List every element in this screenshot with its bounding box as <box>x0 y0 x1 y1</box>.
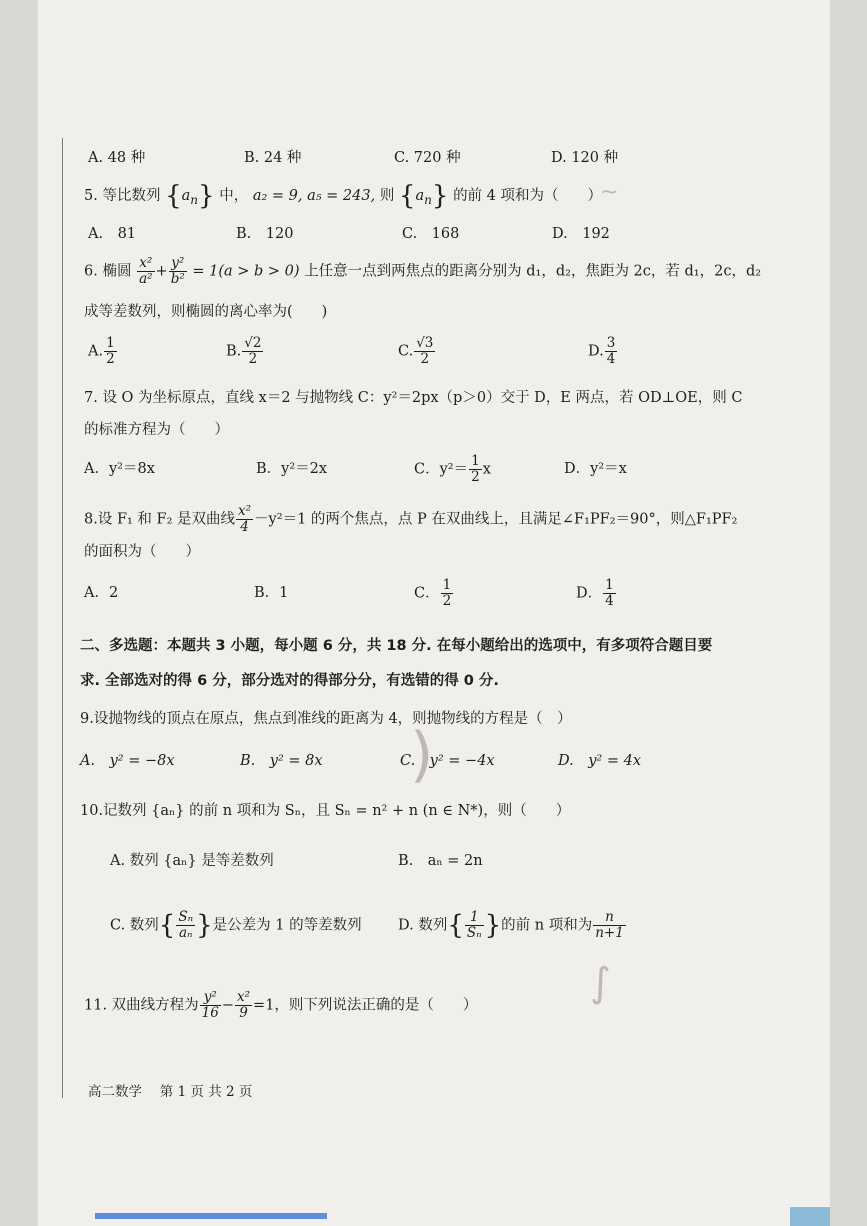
q6-stem-line1: 6. 椭圆 $\frac{\text{x²}}{\text{a²}}$ + $\frac{\text{y²}}{\text{b²}}$ = 1(a > b > 0) 上任意一点到两焦点的距离分别为 d₁，d₂，焦距为 2c，若 d₁，2c，d₂ <box>84 255 762 287</box>
q10-option-c-pre: C. 数列 <box>110 917 159 934</box>
q7-option-c[interactable] <box>414 454 491 485</box>
q10-option-d-den: Sₙ <box>466 925 482 941</box>
q5-tail: 的前 4 项和为（ ） <box>453 188 603 204</box>
q5-option-c[interactable]: C. 168 <box>402 226 460 242</box>
q11-frac-x <box>235 990 252 1021</box>
q6-text1: 上任意一点到两焦点的距离分别为 d₁，d₂，焦距为 2c，若 d₁，2c，d₂ <box>304 263 762 280</box>
q7-stem-line1: 7. 设 O 为坐标原点，直线 x＝2 与抛物线 C：y²＝2px（p＞0）交于 D，E 两点，若 OD⊥OE，则 C <box>84 390 743 406</box>
q10-option-c-post: 是公差为 1 的等差数列 <box>212 917 362 934</box>
q8-post: －y²＝1 的两个焦点，点 P 在双曲线上，且满足∠F₁PF₂＝90°，则△F₁PF₂ <box>254 511 738 528</box>
q6-option-a-den: 2 <box>106 351 115 367</box>
scan-edge-strip <box>95 1213 327 1219</box>
q8-option-c[interactable] <box>414 578 454 609</box>
q10-option-d[interactable]: D. 数列{ $\frac{1}{\text{Sₙ}}$ }的前 n 项和为 $\frac{n}{n+1}$ <box>398 909 624 941</box>
q7-option-c-post: x <box>482 461 491 478</box>
q10-option-d-num: 1 <box>465 910 484 926</box>
q8-option-d-pre: D． <box>576 585 603 602</box>
q5-seq: $\{a_n\}$ <box>165 181 215 211</box>
q10-option-d-result-den: n+1 <box>595 925 624 941</box>
q9-option-d[interactable]: D. y² = 4x <box>558 753 641 769</box>
q5-option-d[interactable]: D. 192 <box>552 226 610 242</box>
q6-option-c-letter: C. <box>398 343 414 360</box>
q9-option-b[interactable]: B. y² = 8x <box>240 753 323 769</box>
q6-option-a-frac <box>104 336 117 367</box>
pencil-mark: ) <box>410 720 434 790</box>
q5-condition: a₂ = 9, a₅ = 243, <box>252 188 376 204</box>
q8-option-c-num: 1 <box>442 577 452 593</box>
q11-frac-y-num: y² <box>200 990 221 1006</box>
q8-option-d-num: 1 <box>605 577 614 593</box>
q6-option-d[interactable] <box>588 336 618 367</box>
q7-option-c-den: 2 <box>471 469 480 485</box>
q6-option-a-letter: A. <box>88 343 104 360</box>
q7-option-c-pre: C．y²＝ <box>414 461 469 478</box>
q8-stem-line1 <box>84 504 737 535</box>
q8-stem-line2: 的面积为（ ） <box>84 544 200 560</box>
q10-option-d-result <box>593 910 626 941</box>
section2-heading-line1: 二、多选题：本题共 3 小题，每小题 6 分，共 18 分. 在每小题给出的选项中，有多项符合题目要 <box>80 638 713 654</box>
q11-frac-y-den: 16 <box>201 1005 219 1021</box>
page-footer: 高二数学 第 1 页 共 2 页 <box>88 1084 253 1100</box>
pencil-mark: ~ <box>600 180 619 205</box>
q10-option-c[interactable]: C. 数列{ $\frac{\text{Sₙ}}{\text{aₙ}}$ }是公差为 1 的等差数列 <box>110 909 362 941</box>
q7-option-b[interactable]: B．y²＝2x <box>256 461 328 477</box>
q5-mid2: 则 <box>379 188 395 204</box>
q5-option-b[interactable]: B. 120 <box>236 226 294 242</box>
q9-option-a[interactable]: A. y² = −8x <box>80 753 175 769</box>
q8-option-a[interactable]: A．2 <box>84 585 119 601</box>
q6-frac-y: $\frac{\text{y²}}{\text{b²}}$ <box>170 255 185 287</box>
q5-seq2: $\{a_n\}$ <box>398 181 449 211</box>
q11-pre: 11. 双曲线方程为 <box>84 997 199 1014</box>
q6-condition: = 1(a > b > 0) <box>192 263 300 280</box>
q10-option-c-den: aₙ <box>178 925 193 941</box>
scan-corner-strip <box>790 1207 830 1226</box>
q6-option-b-den: 2 <box>248 351 258 367</box>
q4-option-b[interactable]: B. 24 种 <box>244 150 302 166</box>
q8-option-d-frac <box>603 578 616 609</box>
q8-frac-num: x² <box>238 503 252 519</box>
q8-option-d[interactable] <box>576 578 617 609</box>
q6-option-d-num: 3 <box>606 335 616 351</box>
q11-frac-x-num: x² <box>237 989 251 1005</box>
q4-option-c[interactable]: C. 720 种 <box>394 150 461 166</box>
q7-option-c-num: 1 <box>471 453 480 469</box>
q9-stem: 9.设抛物线的顶点在原点，焦点到准线的距离为 4，则抛物线的方程是（ ） <box>80 711 572 727</box>
q7-option-c-frac <box>469 454 482 485</box>
q6-stem-line2: 成等差数列，则椭圆的离心率为( ) <box>84 304 328 320</box>
q10-option-d-result-num: n <box>593 910 626 926</box>
q10-stem: 10.记数列 {aₙ} 的前 n 项和为 Sₙ，且 Sₙ = n² + n (n ∈ N*)，则（ ） <box>80 803 571 819</box>
q10-option-d-mid: 的前 n 项和为 <box>501 917 593 934</box>
q5-prefix: 5. 等比数列 <box>84 188 161 204</box>
q8-option-c-den: 2 <box>442 593 452 609</box>
q6-option-c-frac <box>414 336 435 367</box>
q5-mid1: 中， <box>219 188 249 204</box>
q8-frac-den: 4 <box>240 519 249 535</box>
q8-frac <box>236 504 253 535</box>
q8-option-c-pre: C． <box>414 585 440 602</box>
q9-option-c[interactable]: C. y² = −4x <box>400 753 495 769</box>
q6-option-d-frac <box>605 336 618 367</box>
q7-option-a[interactable]: A．y²＝8x <box>84 461 155 477</box>
q11-frac-x-den: 9 <box>239 1005 248 1021</box>
q6-option-a-num: 1 <box>106 335 115 351</box>
q6-option-c[interactable] <box>398 336 436 367</box>
pencil-mark: ∫ <box>590 960 611 1006</box>
q6-option-c-den: 2 <box>420 351 430 367</box>
q6-option-d-letter: D. <box>588 343 604 360</box>
q10-option-b[interactable]: B. aₙ = 2n <box>398 853 483 869</box>
q4-option-a[interactable]: A. 48 种 <box>88 150 146 166</box>
q11-stem: 11. 双曲线方程为 $\frac{\text{y²}}{16}$ − $\frac{\text{x²}}{9}$ =1，则下列说法正确的是（ ） <box>84 989 478 1021</box>
q6-frac-x: $\frac{\text{x²}}{\text{a²}}$ <box>139 255 153 287</box>
q8-option-d-den: 4 <box>605 593 614 609</box>
q6-option-b-num: √2 <box>244 335 262 351</box>
q8-option-b[interactable]: B．1 <box>254 585 289 601</box>
q6-prefix: 6. 椭圆 <box>84 263 132 280</box>
section2-heading-line2: 求. 全部选对的得 6 分，部分选对的得部分分，有选错的得 0 分. <box>80 673 499 689</box>
q6-option-a[interactable] <box>88 336 118 367</box>
q6-option-d-den: 4 <box>606 351 616 367</box>
q8-pre: 8.设 F₁ 和 F₂ 是双曲线 <box>84 511 236 528</box>
q11-post: =1，则下列说法正确的是（ ） <box>253 997 478 1014</box>
q6-option-c-num: √3 <box>416 335 434 351</box>
q10-option-c-frac <box>176 910 195 941</box>
q10-option-c-num: Sₙ <box>178 909 194 925</box>
q7-option-d[interactable]: D．y²＝x <box>564 461 627 477</box>
q5-option-a[interactable]: A. 81 <box>88 226 137 242</box>
q4-option-d[interactable]: D. 120 种 <box>551 150 619 166</box>
margin-rule <box>62 138 63 1098</box>
q10-option-a[interactable]: A. 数列 {aₙ} 是等差数列 <box>110 853 274 869</box>
q5-stem <box>84 183 602 210</box>
q10-option-d-pre: D. 数列 <box>398 917 448 934</box>
q6-option-b[interactable] <box>226 336 264 367</box>
q11-frac-y <box>200 990 221 1021</box>
q6-option-b-letter: B. <box>226 343 242 360</box>
q7-stem-line2: 的标准方程为（ ） <box>84 422 229 438</box>
q6-option-b-frac <box>242 336 263 367</box>
q8-option-c-frac <box>441 578 454 609</box>
q10-option-d-frac <box>465 910 484 941</box>
